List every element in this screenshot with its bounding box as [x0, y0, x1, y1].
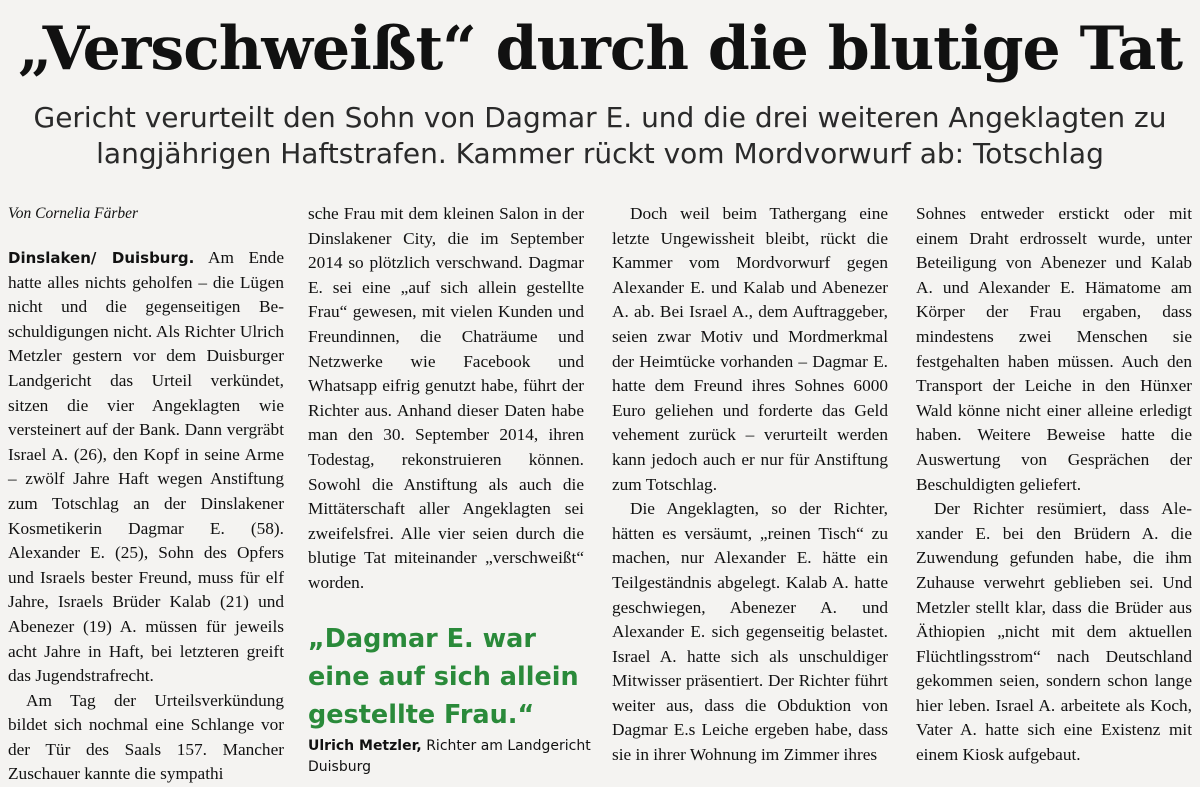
paragraph-text: Am Ende hatte alles nichts geholfen – die Lügen nicht und die gegenseitigen Beschuldigungen nicht. Als Richter Ulrich Metzler gestern vor dem Duisburger Landgericht das Urteil verkündet, sitzen die vier Angeklagten wie versteinert auf der Bank. Dann vergräbt Israel A. (26), den Kopf in seine Arme – zwölf Jahre Haft wegen Anstiftung zum Totschlag an der Dinslakener Kosmetikerin Dagmar E. (58). Alexander E. (25), Sohn des Opfers und Israels bester Freund, muss für elf Jahre, Israels Brüder Kalab (21) und Abenezer (19) A. müssen für jeweils acht Jahre in Haft, bei letzteren greift das Jugendstrafrecht.	[8, 248, 284, 686]
paragraph: Sohnes entweder erstickt oder mit einem Draht erdrosselt wurde, unter Beteiligung von Abenezer und Kalab A. und Alexander E. Hämatome am Körper der Frau ergaben, dass mindestens zwei Menschen sie festgehalten haben müssen. Auch den Transport der Leiche in den Hünxer Wald könne nicht einer alleine erledigt haben. Weitere Beweise hatte die Auswertung von Gesprächen der Beschuldigten geliefert.	[916, 204, 1192, 494]
headline: „Verschweißt“ durch die blutige Tat	[17, 14, 1183, 84]
article-column-2	[308, 202, 584, 596]
paragraph: Doch weil beim Tathergang eine letzte Ungewissheit bleibt, rückt die Kammer vom Mordvorwurf gegen Alexander E. und Kalab und Abenezer A. ab. Bei Israel A., dem Auftraggeber, seien zwar Motiv und Mordmerkmal der Heimtücke vorhanden – Dagmar E. hatte dem Freund ihres Sohnes 6000 Euro geliehen und forderte das Geld vehement zurück – verurteilt werden kann jedoch auch er nur für Anstiftung zum Totschlag.	[612, 204, 888, 494]
paragraph: Der Richter resümiert, dass Alexander E. bei den Brüdern A. die Zuwendung gefunden habe, die ihm Zuhause verwehrt geblieben sei. Und Metzler stellt klar, dass die Brüder aus Äthiopien „nicht mit dem aktuellen Flüchtlingsstrom“ nach Deutschland gekommen seien, sondern schon lange hier leben. Israel A. arbeitete als Koch, Vater A. hatte sich eine Existenz mit einem Kiosk aufgebaut.	[916, 499, 1192, 765]
pull-quote-attribution	[308, 736, 598, 778]
subheadline-line-1: Gericht verurteilt den Sohn von Dagmar E. und die drei weiteren Angeklagten zu	[33, 101, 1167, 134]
subheadline-line-2: langjährigen Haftstrafen. Kammer rückt vom Mordvorwurf ab: Totschlag	[96, 137, 1104, 170]
byline: Von Cornelia Färber	[8, 205, 139, 222]
paragraph: sche Frau mit dem kleinen Salon in der Dinslakener City, die im September 2014 so plötzlich verschwand. Dagmar E. sei eine „auf sich allein gestellte Frau“ gewesen, mit vielen Kunden und Freundinnen, die Chaträume und Netzwerke wie Facebook und Whatsapp eifrig genutzt habe, führt der Richter aus. Anhand dieser Daten habe man den 30. September 2014, ihren Todestag, rekonstruieren können. Sowohl die Anstiftung als auch die Mittäterschaft aller Angeklagten sei zweifelsfrei. Alle vier seien durch die blutige Tat miteinander „verschweißt“ worden.	[308, 204, 584, 592]
paragraph	[8, 246, 284, 689]
pull-quote: „Dagmar E. war eine auf sich allein gestellte Frau.“	[308, 624, 579, 730]
dateline: Dinslaken/ Duisburg.	[8, 249, 195, 267]
article-column-3	[612, 202, 888, 768]
pull-quote-role: Richter am Landgericht Duisburg	[308, 738, 591, 775]
paragraph: Am Tag der Urteilsverkündung bildet sich nochmal eine Schlange vor der Tür des Saals 157. Mancher Zuschauer kannte die sympathi	[8, 690, 284, 784]
pull-quote-author: Ulrich Metzler,	[308, 738, 422, 754]
article-column-1	[8, 202, 284, 787]
paragraph: Die Angeklagten, so der Richter, hätten es versäumt, „reinen Tisch“ zu machen, nur Alexander E. hätte ein Teilgeständnis abgelegt. Kalab A. hatte geschwiegen, Abenezer A. und Alexander E. sich gegenseitig belastet. Israel A. hatte sich als unschuldiger Mitwisser präsentiert. Der Richter führt weiter aus, dass die Obduktion von Dagmar E.s Leiche ergeben habe, dass sie in ihrer Wohnung im Zimmer ihres	[612, 499, 888, 765]
subheadline	[0, 100, 1200, 172]
article-column-4	[916, 202, 1192, 768]
